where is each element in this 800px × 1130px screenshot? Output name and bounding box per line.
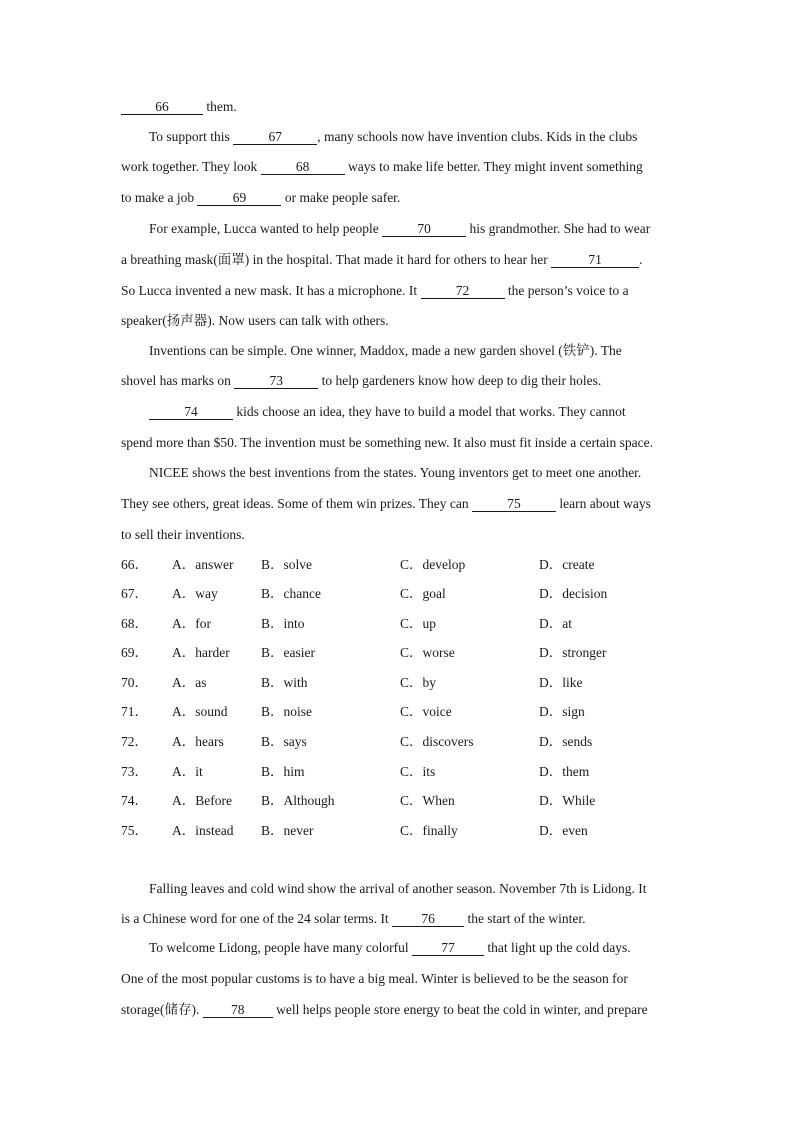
option-a: A．hears [172,734,224,750]
option-d: D．sign [539,704,585,720]
option-b: B．never [261,822,314,838]
passage-text: Falling leaves and cold wind show the arrival of another season. November 7th is Lidong. It [149,881,647,897]
question-number: 68． [121,615,148,631]
passage-line [121,275,681,306]
option-row [121,816,681,846]
passage-line [121,92,681,122]
question-number: 75． [121,822,148,838]
option-b: B．with [261,674,308,690]
passage-line [121,994,681,1025]
option-c: C．goal [400,586,446,602]
passage-text: So Lucca invented a new mask. It has a microphone. It [121,283,421,298]
passage-line [121,244,681,275]
option-row [121,609,681,639]
passage-line [121,963,681,994]
passage-text: To support this [149,128,234,144]
option-a: A．harder [172,645,230,661]
option-b: B．chance [261,586,321,602]
question-number: 66． [121,556,148,572]
option-row [121,786,681,816]
passage-text: They see others, great ideas. Some of them win prizes. They can [121,495,473,511]
answer-blank: 75 [472,497,556,512]
option-a: A．it [172,763,203,779]
option-d: D．create [539,556,595,572]
passage-text: work together. They look [121,159,261,174]
option-row [121,757,681,787]
passage-text: or make people safer. [281,190,401,205]
option-b: B．noise [261,704,313,720]
question-number: 73． [121,763,148,779]
passage-text: to help gardeners know how deep to dig their holes. [318,373,602,388]
option-d: D．even [539,822,588,838]
option-a: A．as [172,674,207,690]
option-a: A．sound [172,704,228,720]
passage-line [121,122,681,152]
passage-text: spend more than $50. The invention must be something new. It also must fit inside a certain space. [121,435,654,450]
option-a: A．answer [172,556,234,572]
passage-text: his grandmother. She had to wear [466,221,651,236]
exam-page [121,92,681,1025]
option-c: C．When [400,793,455,809]
option-row [121,638,681,668]
passage-text: ways to make life better. They might invent something [344,159,643,174]
passage-text: that light up the cold days. [483,940,631,956]
passage-line [121,458,681,488]
passage-line [121,488,681,519]
passage-text: them. [203,99,237,114]
option-row [121,668,681,698]
option-b: B．says [261,734,307,750]
passage-line [121,182,681,213]
question-number: 71． [121,704,148,720]
passage-text: Inventions can be simple. One winner, Maddox, made a new garden shovel (铁铲). The [149,342,622,358]
option-d: D．While [539,793,596,809]
option-row [121,727,681,757]
passage-text: . [639,252,643,267]
option-c: C．its [400,763,436,779]
option-c: C．voice [400,704,452,720]
option-c: C．finally [400,822,458,838]
passage-text: To welcome Lidong, people have many colorful [149,940,412,956]
passage-text: shovel has marks on [121,373,235,388]
question-number: 72． [121,734,148,750]
question-number: 67． [121,586,148,602]
passage-line [121,336,681,366]
question-number: 74． [121,793,148,809]
option-c: C．worse [400,645,455,661]
passage-line [121,396,681,427]
option-a: A．Before [172,793,232,809]
answer-blank: 66 [121,100,203,115]
passage-line [121,904,681,934]
passage-text: is a Chinese word for one of the 24 solar terms. It [121,910,393,926]
option-b: B．into [261,615,305,631]
answer-blank: 69 [197,191,281,206]
option-d: D．sends [539,734,593,750]
passage-text: the start of the winter. [464,910,586,926]
passage-text: learn about ways [556,495,651,511]
option-b: B．easier [261,645,315,661]
answer-blank: 78 [203,1003,273,1018]
passage-text: NICEE shows the best inventions from the states. Young inventors get to meet one another. [149,465,642,480]
option-b: B．solve [261,556,313,572]
option-row [121,550,681,580]
option-d: D．stronger [539,645,607,661]
option-a: A．way [172,586,218,602]
option-c: C．discovers [400,734,474,750]
answer-blank: 74 [149,405,233,420]
passage-text: well helps people store energy to beat the cold in winter, and prepare [272,1001,648,1017]
option-c: C．by [400,674,437,690]
options-list [121,550,681,846]
passage-text: a breathing mask(面罩) in the hospital. That made it hard for others to hear her [121,252,552,267]
answer-blank: 70 [382,222,466,237]
section-gap [121,845,681,874]
passage-text: kids choose an idea, they have to build a model that works. They cannot [233,404,626,419]
option-d: D．at [539,615,572,631]
passage-text: to sell their inventions. [121,526,245,542]
option-a: A．for [172,615,211,631]
passage-line [121,365,681,396]
passage-text: to make a job [121,190,198,205]
option-d: D．decision [539,586,608,602]
question-number: 69． [121,645,148,661]
option-b: B．Although [261,793,335,809]
passage-line [121,427,681,458]
passage-line [121,933,681,963]
question-number: 70． [121,674,148,690]
passage-line [121,519,681,550]
passage-text: storage(储存). [121,1001,203,1017]
answer-blank: 67 [233,130,317,145]
answer-blank: 77 [412,941,484,956]
passage-text: , many schools now have invention clubs. Kids in the clubs [317,128,638,144]
answer-blank: 73 [234,374,318,389]
option-d: D．like [539,674,583,690]
passage-text: One of the most popular customs is to have a big meal. Winter is believed to be the season for [121,970,628,986]
option-a: A．instead [172,822,234,838]
answer-blank: 68 [261,160,345,175]
option-c: C．up [400,615,437,631]
option-row [121,579,681,609]
answer-blank: 72 [421,284,505,299]
passage-line [121,213,681,244]
passage-text: the person’s voice to a [504,283,629,298]
option-d: D．them [539,763,590,779]
option-b: B．him [261,763,305,779]
passage-line [121,306,681,336]
option-c: C．develop [400,556,466,572]
option-row [121,697,681,727]
answer-blank: 76 [392,912,464,927]
passage-line [121,151,681,182]
passage-text: For example, Lucca wanted to help people [149,221,383,236]
passage-line [121,874,681,904]
passage-text: speaker(扬声器). Now users can talk with others. [121,313,389,328]
answer-blank: 71 [551,253,639,268]
